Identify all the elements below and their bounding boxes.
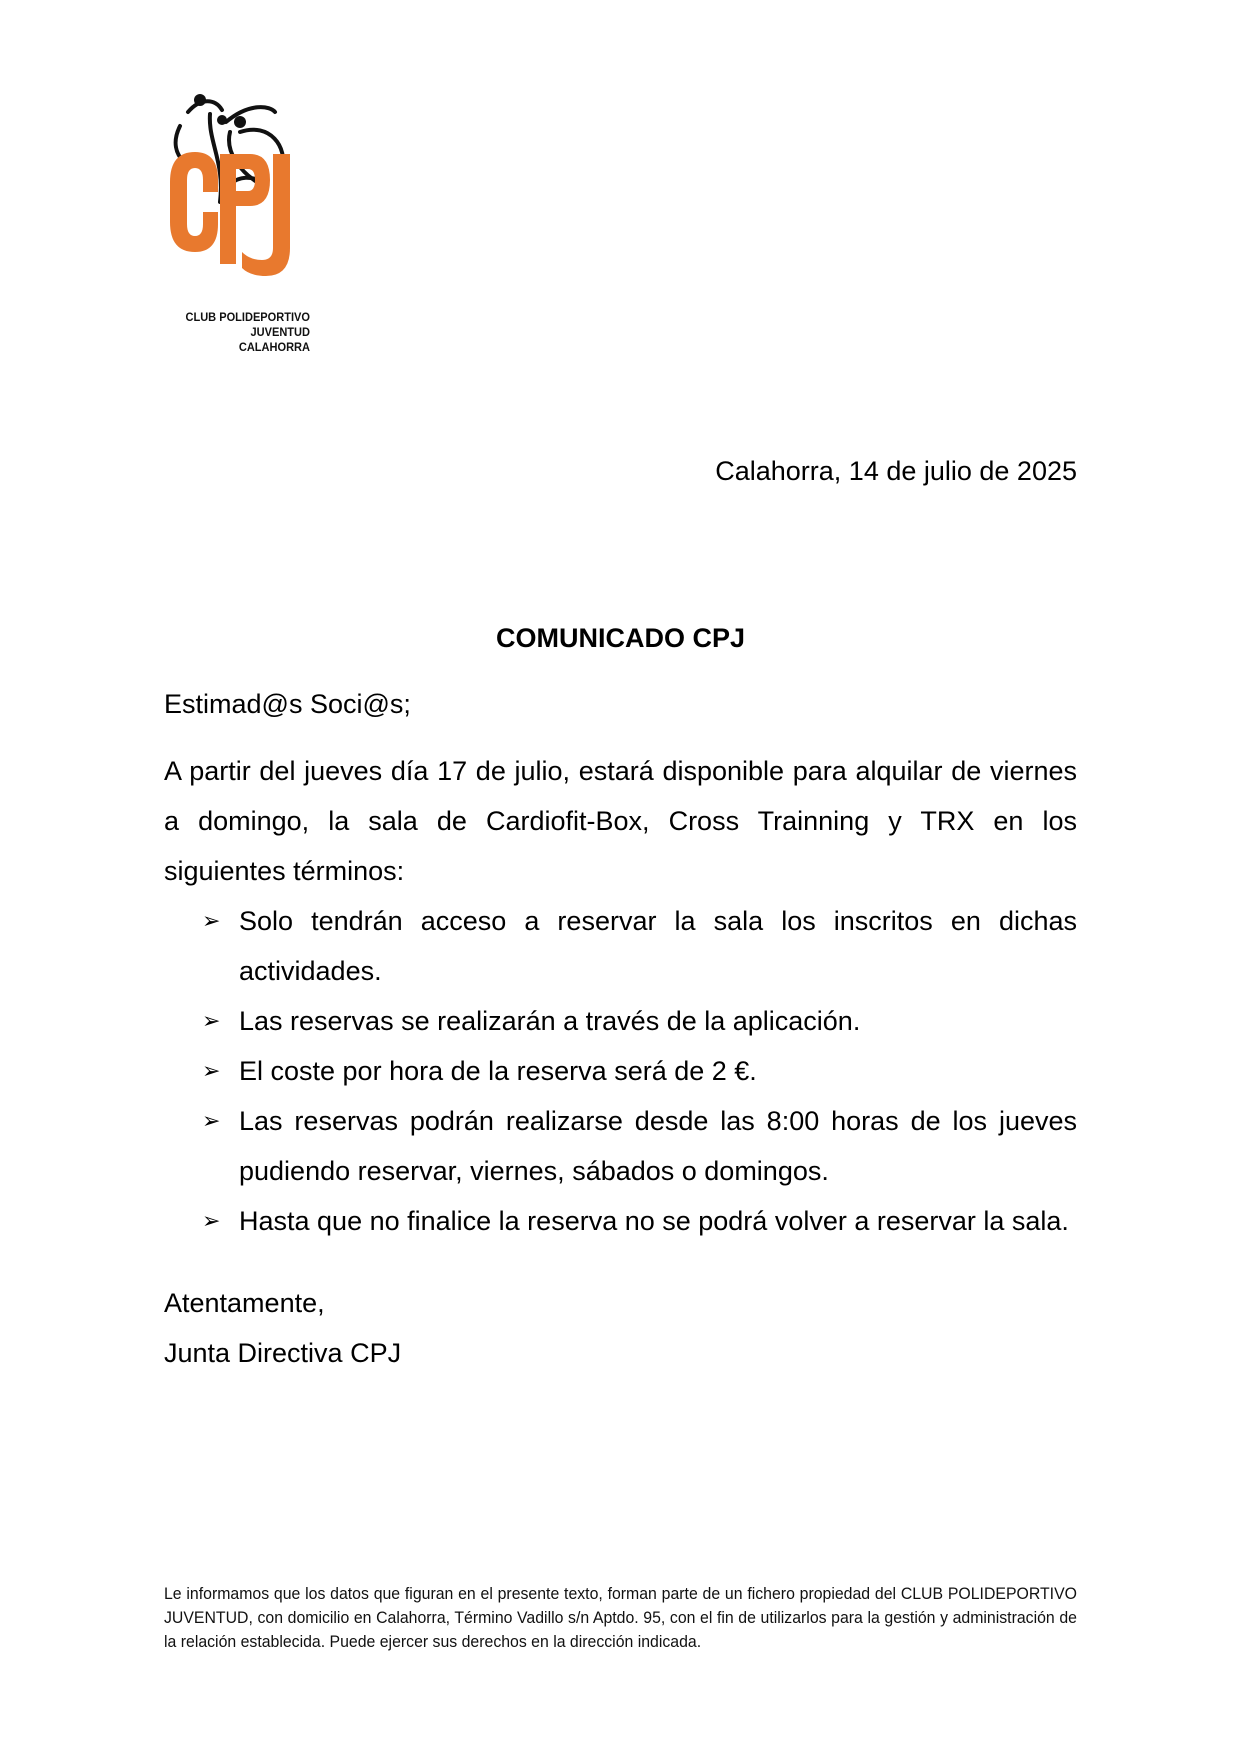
logo-line-1: CLUB POLIDEPORTIVO <box>185 310 310 324</box>
logo-line-2: JUVENTUD <box>250 325 310 339</box>
arrow-bullet-icon: ➢ <box>202 1208 221 1233</box>
greeting: Estimad@s Soci@s; <box>164 689 411 719</box>
letter-body <box>164 688 1077 1378</box>
signature-name: Junta Directiva CPJ <box>164 1338 402 1368</box>
club-logo <box>170 92 320 362</box>
arrow-bullet-icon: ➢ <box>202 1008 221 1033</box>
term-text: Las reservas podrán realizarse desde las 8:00 horas de los jueves pudiendo reservar, viernes, sábados o domingos. <box>239 1106 1077 1186</box>
logo-line-3: CALAHORRA <box>238 340 310 354</box>
letter-date: Calahorra, 14 de julio de 2025 <box>715 456 1077 486</box>
club-logo-graphic <box>170 92 320 312</box>
closing-salutation: Atentamente, <box>164 1288 325 1318</box>
term-text: Las reservas se realizarán a través de la aplicación. <box>239 1006 861 1036</box>
term-text: Hasta que no finalice la reserva no se podrá volver a reservar la sala. <box>239 1206 1069 1236</box>
intro-paragraph: A partir del jueves día 17 de julio, estará disponible para alquilar de viernes a domingo, la sala de Cardiofit-Box, Cross Trainning y TRX en los siguientes términos: <box>164 756 1077 886</box>
closing <box>164 1278 1077 1378</box>
arrow-bullet-icon: ➢ <box>202 1108 221 1133</box>
privacy-footer: Le informamos que los datos que figuran en el presente texto, forman parte de un fichero propiedad del CLUB POLIDEPORTIVO JUVENTUD, con domicilio en Calahorra, Término Vadillo s/n Aptdo. 95, con el fin de utilizarlos para la gestión y administración de la relación establecida. Puede ejercer sus derechos en la dirección indicada. <box>164 1585 1077 1651</box>
arrow-bullet-icon: ➢ <box>202 1058 221 1083</box>
term-text: Solo tendrán acceso a reservar la sala los inscritos en dichas actividades. <box>239 906 1077 986</box>
arrow-bullet-icon: ➢ <box>202 908 221 933</box>
club-logo-text <box>181 310 310 355</box>
terms-list <box>164 896 1077 1246</box>
document-title: COMUNICADO CPJ <box>495 623 745 653</box>
list-item <box>164 1096 1077 1196</box>
term-text: El coste por hora de la reserva será de 2 €. <box>239 1056 757 1086</box>
list-item <box>164 896 1077 996</box>
list-item <box>164 1046 1077 1096</box>
list-item <box>164 1196 1077 1246</box>
list-item <box>164 996 1077 1046</box>
